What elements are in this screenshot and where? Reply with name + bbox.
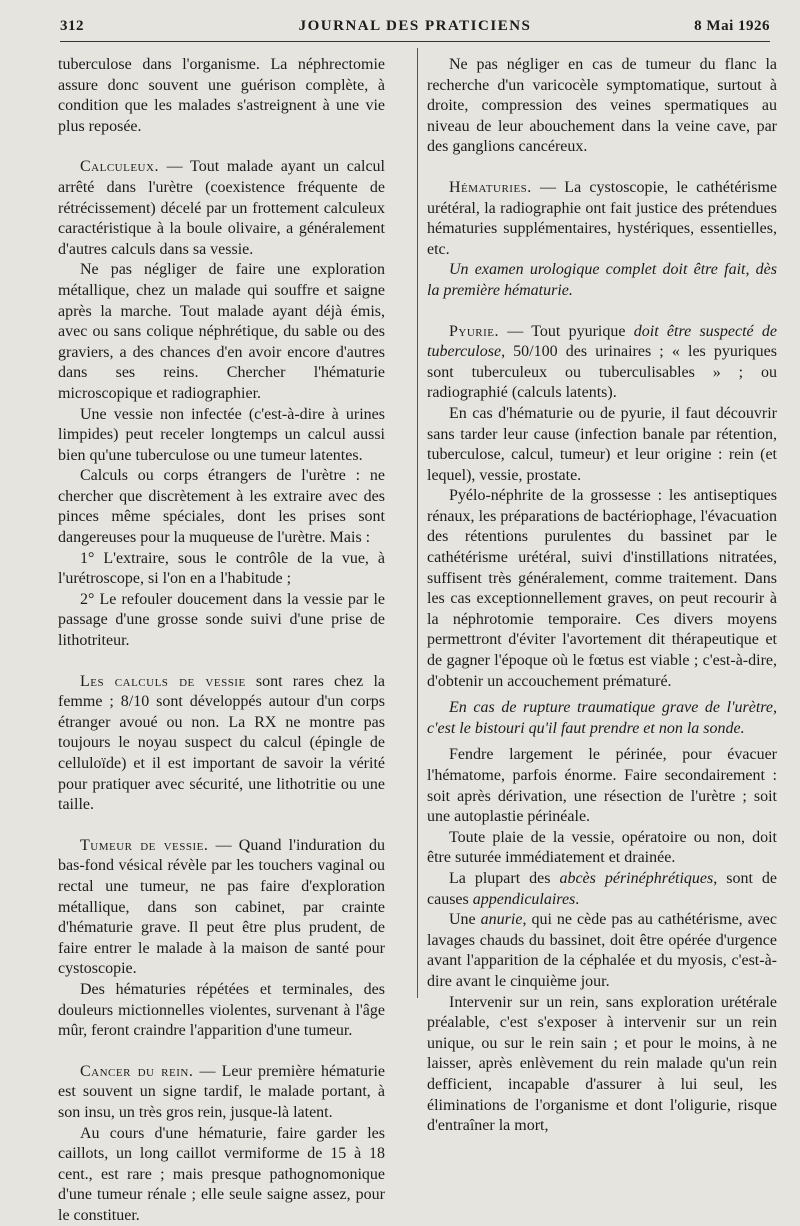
paragraph	[427, 910, 777, 992]
italic-text: anurie	[481, 911, 523, 928]
section-text: — Tout malade ayant un calcul arrêté dans l'urètre (coexistence fréquente de rétrécissement) décelé par un frottement calculeux caractéristique à la boule olivaire, a généralement d'autres calculs dans sa vessie.	[58, 158, 385, 257]
paragraph: 1° L'extraire, sous le contrôle de la vue, à l'urétroscope, si l'on en a l'habitude ;	[58, 549, 385, 590]
text: Une	[449, 911, 481, 928]
journal-title: JOURNAL DES PRATICIENS	[60, 18, 770, 35]
paragraph: En cas d'hématurie ou de pyurie, il faut découvrir sans tarder leur cause (infection banale par rétention, tuberculose, calcul, tumeur) et leur origine : rein (et lequel), vessie, prostate.	[427, 404, 777, 486]
paragraph: Ne pas négliger en cas de tumeur du flanc la recherche d'un varicocèle symptomatique, surtout à droite, compression des veines spermatiques au niveau de leur abouchement dans la veine cave, par des ganglions cancéreux.	[427, 55, 777, 158]
paragraph: tuberculose dans l'organisme. La néphrectomie assure donc souvent une guérison complète, à condition que les malades s'astreignent à une vie plus reposée.	[58, 55, 385, 137]
italic-paragraph: En cas de rupture traumatique grave de l'urètre, c'est le bistouri qu'il faut prendre et non la sonde.	[427, 698, 777, 739]
section-text: — La cystoscopie, le cathétérisme urétéral, la radiographie ont fait justice des prétendues hématuries supplémentaires, hystériques, essentielles, etc.	[427, 179, 777, 258]
paragraph: Toute plaie de la vessie, opératoire ou non, doit être suturée immédiatement et drainée.	[427, 828, 777, 869]
section-heading: Les calculs de vessie	[80, 673, 246, 690]
section-cancer-rein	[58, 1062, 385, 1124]
text: .	[575, 891, 579, 908]
page-number: 312	[60, 18, 84, 35]
paragraph: Fendre largement le périnée, pour évacuer l'hématome, parfois énorme. Faire secondairement : soit après dérivation, une résection de l'urètre ; soit une autoplastie périnéale.	[427, 745, 777, 827]
text: , qui ne cède pas au cathétérisme, avec lavages chauds du bassinet, doit être opérée d'urgence avant l'apparition de la céphalée et du myosis, c'est-à-dire avant le cinquième jour.	[427, 911, 777, 990]
issue-date: 8 Mai 1926	[694, 18, 770, 35]
paragraph: Ne pas négliger de faire une exploration métallique, chez un malade qui souffre et saigne après la marche. Tout malade ayant déjà émis, avec ou sans colique néphrétique, du sable ou des graviers, a des chances d'en avoir encore d'autres dans ses reins. Chercher l'hématurie microscopique et radiographier.	[58, 260, 385, 404]
italic-text: appendiculaires	[473, 891, 576, 908]
paragraph: 2° Le refouler doucement dans la vessie par le passage d'une grosse sonde suivi d'une prise de lithotriteur.	[58, 590, 385, 652]
section-text: — Tout pyurique	[499, 323, 634, 340]
paragraph	[427, 869, 777, 910]
paragraph: Au cours d'une hématurie, faire garder les caillots, un long caillot vermiforme de 15 à 18 cent., est rare ; mais presque pathognomonique d'une tumeur rénale ; elle seule saigne assez, pour le constituer.	[58, 1124, 385, 1226]
paragraph: Intervenir sur un rein, sans exploration urétérale préalable, c'est s'exposer à intervenir sur un rein unique, ou sur le rein sain ; et pour le moins, à ne laisser, après enlèvement du rein malade qu'un rein defficient, incapable d'assurer à lui seul, les éliminations de l'organisme et dont l'oligurie, risque d'entraîner la mort,	[427, 993, 777, 1137]
section-text: — Quand l'induration du bas-fond vésical révèle par les touchers vaginal ou rectal une tumeur, ne pas faire d'exploration métallique, dans son cabinet, par crainte d'hématurie grave. Il peut être plus prudent, de faire entrer le malade à la maison de santé pour cystoscopie.	[58, 837, 385, 978]
section-heading: Tumeur de vessie.	[80, 837, 208, 854]
paragraph: Des hématuries répétées et terminales, des douleurs mictionnelles violentes, survenant à l'âge mûr, feront craindre l'apparition d'une tumeur.	[58, 980, 385, 1042]
running-header	[60, 18, 770, 40]
section-heading: Hématuries.	[449, 179, 532, 196]
section-heading: Cancer du rein.	[80, 1063, 193, 1080]
section-calculs-vessie	[58, 672, 385, 816]
text: , sont de causes	[427, 870, 777, 908]
paragraph: Une vessie non infectée (c'est-à-dire à urines limpides) peut receler longtemps un calcul aussi bien qu'une tuberculose ou une tumeur latentes.	[58, 405, 385, 467]
paragraph: Pyélo-néphrite de la grossesse : les antiseptiques rénaux, les préparations de bactériophage, l'évacuation des rétentions purulentes du bassinet par le cathétérisme urétéral, suivi d'instillations nitratées, suffisent très généralement, comme traitement. Dans les cas exceptionnellement graves, on peut recourir à la néphrotomie temporaire. Ces divers moyens permettront d'éviter l'avortement dit thérapeutique et de gagner l'époque où le fœtus est viable ; c'est-à-dire, d'obtenir un accouchement prématuré.	[427, 486, 777, 692]
section-calculeux	[58, 157, 385, 260]
section-pyurie	[427, 322, 777, 404]
italic-paragraph: Un examen urologique complet doit être fait, dès la première hématurie.	[427, 260, 777, 301]
section-text: sont rares chez la femme ; 8/10 sont développés autour d'un corps étranger avoué ou non. La RX ne montre pas toujours le noyau suspect du calcul (épingle de celluloïde) et il est important de savoir la vérité pour pratiquer avec sécurité, une lithotritie ou une taille.	[58, 673, 385, 814]
section-tumeur-vessie	[58, 836, 385, 980]
left-column	[58, 55, 385, 1226]
italic-text: doit être suspecté de tuberculose	[427, 323, 777, 361]
paragraph: Calculs ou corps étrangers de l'urètre : ne chercher que discrètement à les extraire avec des pinces même spéciales, dont les prises sont dangereuses pour la muqueuse de l'urètre. Mais :	[58, 466, 385, 548]
section-text: — Leur première hématurie est souvent un signe tardif, le malade portant, à son insu, un très gros rein, jusque-là latent.	[58, 1063, 385, 1121]
column-divider	[417, 48, 418, 998]
header-rule	[60, 41, 770, 42]
section-text: , 50/100 des urinaires ; « les pyuriques sont tuberculeux ou tuberculisables » ; ou radiographié (calculs latents).	[427, 343, 777, 401]
section-heading: Pyurie.	[449, 323, 499, 340]
section-heading: Calculeux.	[80, 158, 159, 175]
right-column	[427, 55, 777, 1137]
italic-text: abcès périnéphrétiques	[559, 870, 713, 887]
text: La plupart des	[449, 870, 559, 887]
section-hematuries	[427, 178, 777, 260]
